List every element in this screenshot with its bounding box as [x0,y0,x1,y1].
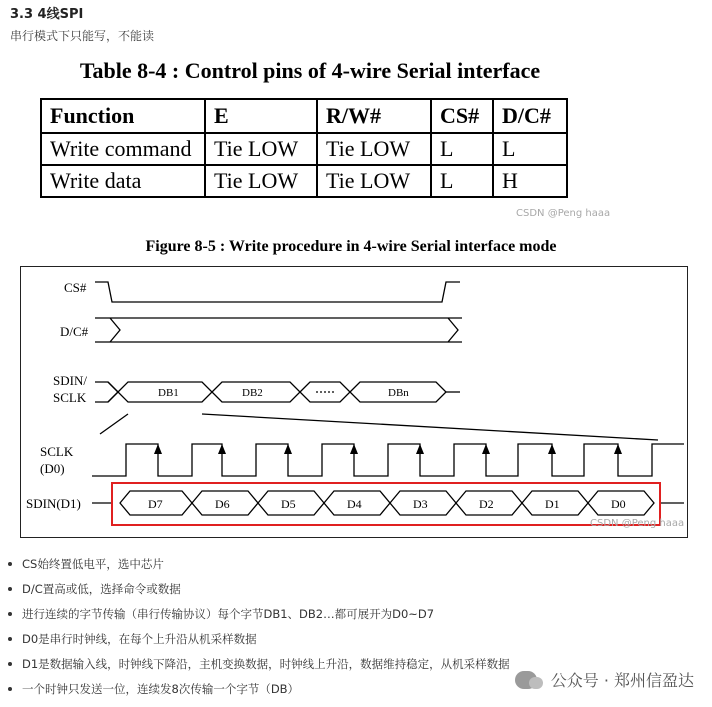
zoom-line [202,414,658,440]
bit-label: D1 [545,497,560,511]
table-cell: Write command [41,133,205,165]
list-item [22,631,257,647]
table-cell: L [431,133,493,165]
table-header-cell: R/W# [317,99,431,133]
highlight-box [112,483,660,525]
bit-label: D4 [347,497,362,511]
bullet-icon [8,562,12,566]
bit-label: D0 [611,497,626,511]
table-cell: L [493,133,567,165]
list-item-text: D/C置高或低，选择命令或数据 [22,582,181,596]
table-header-cell: E [205,99,317,133]
sclk-label: (D0) [40,461,65,476]
list-item-text: CS始终置低电平，选中芯片 [22,557,164,571]
sdin-sclk-label: SCLK [53,390,87,405]
list-item-text: 一个时钟只发送一位，连续发8次传输一个字节（DB） [22,682,300,696]
sdin-d1-label: SDIN(D1) [26,496,81,511]
bit-label: D7 [148,497,163,511]
table-watermark: CSDN @Peng haaa [516,208,611,219]
zoom-line [100,414,128,434]
section-subtext: 串行模式下只能写，不能读 [10,29,155,43]
bullet-icon [8,587,12,591]
byte-label: DBn [388,387,409,399]
list-item [22,556,164,572]
cs-label: CS# [64,280,87,295]
table-header-cell: D/C# [493,99,567,133]
dc-waveform [95,318,462,342]
bullet-icon [8,612,12,616]
bit-label: D5 [281,497,296,511]
footer-watermark [515,668,694,691]
table-cell: Tie LOW [205,165,317,197]
list-item [22,656,510,672]
wechat-icon [515,671,537,689]
sdin-sclk-label: SDIN/ [53,373,87,388]
list-item [22,681,299,697]
table-title: Table 8-4 : Control pins of 4-wire Serial interface [79,58,541,83]
list-item-text: D1是数据输入线，时钟线下降沿，主机变换数据，时钟线上升沿，数据维持稳定，从机采样数据 [22,657,510,671]
table-cell: Tie LOW [317,133,431,165]
sclk-label: SCLK [40,444,74,459]
bullet-icon [8,687,12,691]
dc-label: D/C# [60,324,89,339]
bit-label: D6 [215,497,230,511]
bit-label: D3 [413,497,428,511]
list-item-text: D0是串行时钟线，在每个上升沿从机采样数据 [22,632,257,646]
figure-title: Figure 8-5 : Write procedure in 4-wire Serial interface mode [145,238,557,255]
footer-text: 公众号 · 郑州信盈达 [550,671,694,690]
byte-label: DB2 [242,387,263,399]
table-cell: Write data [41,165,205,197]
bullet-icon [8,662,12,666]
bullet-icon [8,637,12,641]
sclk-waveform [92,444,684,476]
list-item [22,581,181,597]
table-cell: L [431,165,493,197]
bit-label: D2 [479,497,494,511]
figure-watermark: CSDN @Peng haaa [590,518,685,529]
section-heading: 3.3 4线SPI [10,7,84,22]
list-item [22,606,434,622]
table-header-cell: CS# [431,99,493,133]
table-cell: H [493,165,567,197]
table-header-cell: Function [41,99,205,133]
byte-label: DB1 [158,387,179,399]
list-item-text: 进行连续的字节传输（串行传输协议）每个字节DB1、DB2…都可展开为D0~D7 [22,607,435,621]
cs-waveform [95,282,460,302]
bit-cells [120,491,654,515]
table-cell: Tie LOW [205,133,317,165]
table-cell: Tie LOW [317,165,431,197]
